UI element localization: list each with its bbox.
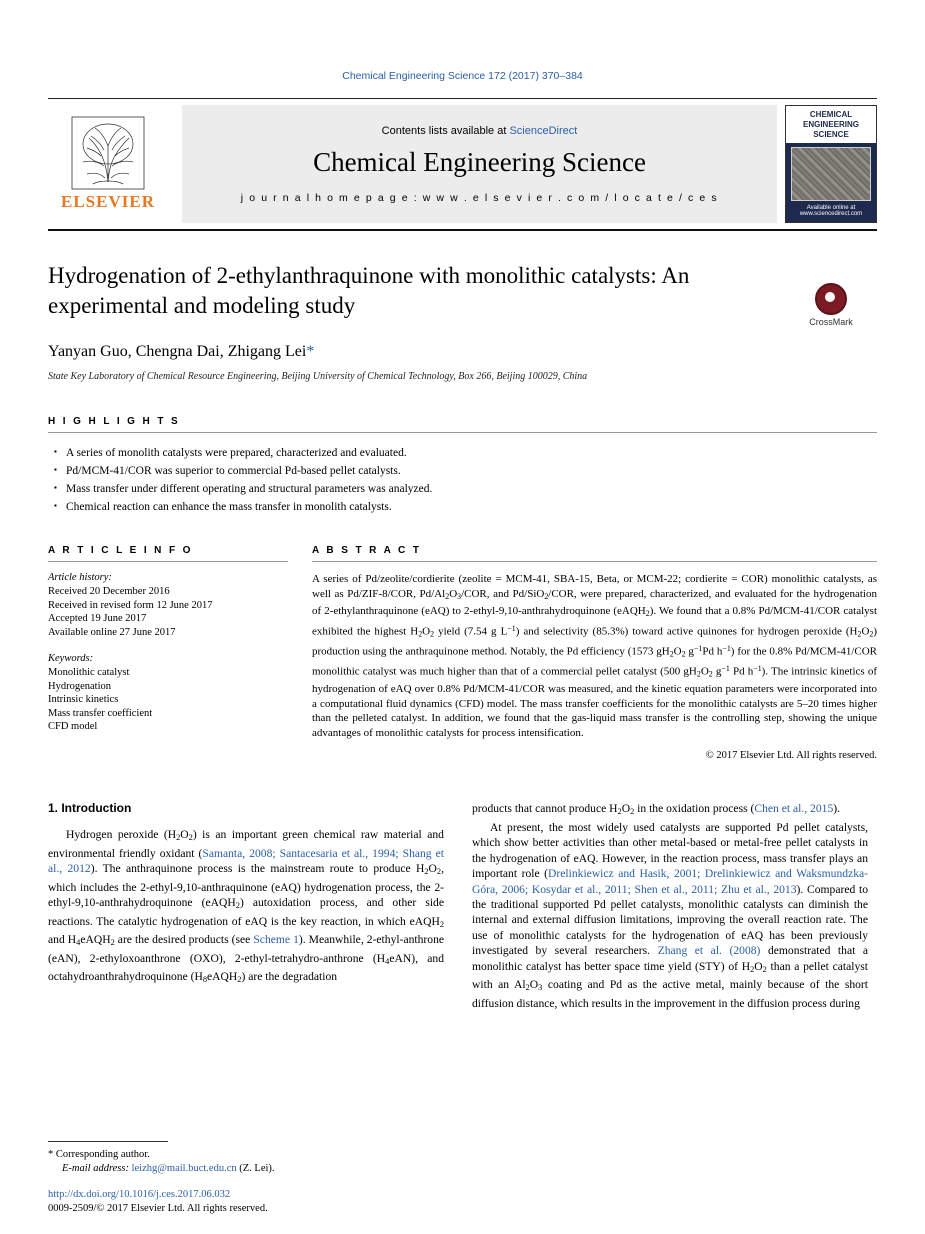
crossmark-badge[interactable]	[785, 283, 877, 327]
list-item: ▪ Mass transfer under different operating and structural parameters was analyzed.	[54, 481, 877, 497]
body-column-right	[472, 801, 868, 1011]
cover-image	[791, 147, 871, 201]
abstract-text: A series of Pd/zeolite/cordierite (zeolite = MCM-41, SBA-15, Beta, or MCM-22; cordierite = COR) monolithic catalysts, as well as Pd/ZIF-8/COR, $Pd/Al_2O_3$/COR, and Pd/SiO$_2$/COR, were prepared, characterized, and evaluated for the hydrogenation of 2-ethylanthraquinone (eAQ) to 2-ethyl-9,10-anthrahydroquinone (eAQH$_2$). We found that a 0.8% Pd/MCM-41/COR catalyst exhibited the highest $H_2O_2$ yield (7.54 g $L^{-1}$) and selectivity (85.3%) toward active quinones for hydrogen peroxide $(H_2O_2)$ production using the anthraquinone method. Notably, the Pd efficiency (1573 $gH_2O_2$ $g^{-1}Pd$ $h^{-1}$) for the 0.8% Pd/MCM-41/COR monolithic catalyst was much higher than that of a commercial pellet catalyst (500 $gH_2O_2$ $g^{-1}$ Pd $h^{-1}$). The intrinsic kinetics of hydrogenation of eAQ over 0.8% Pd/MCM-41/COR was measured, and the kinetic equation parameters were incorporated into a computational fluid dynamics (CFD) model. The mass transfer coefficients for the monolithic catalysts are 5–20 times higher than the pelleted catalyst. In addition, we found that the gas-liquid mass transfer is the controlling step, showing the unique advantages of monolithic catalysts for process intensification.	[312, 573, 878, 739]
article-content	[0, 261, 925, 1011]
article-history-title: Article history:	[48, 572, 112, 583]
history-accepted: Accepted 19 June 2017	[48, 613, 147, 624]
author-list	[48, 343, 877, 361]
corresponding-author-marker: *	[306, 343, 315, 360]
list-item: ▪ Chemical reaction can enhance the mass transfer in monolith catalysts.	[54, 499, 877, 515]
cover-title: CHEMICAL ENGINEERING SCIENCE	[786, 106, 876, 143]
abstract-column	[312, 545, 877, 761]
history-received: Received 20 December 2016	[48, 586, 170, 597]
list-item: ▪ A series of monolith catalysts were prepared, characterized and evaluated.	[54, 445, 877, 461]
paragraph: products that cannot produce $H_2O_2$ in the oxidation process (Chen et al., 2015).	[472, 802, 841, 817]
highlights-heading: H I G H L I G H T S	[48, 416, 181, 427]
section-heading-introduction: 1. Introduction	[48, 801, 132, 816]
paragraph: At present, the most widely used catalysts are supported Pd pellet catalysts, which show better activities than other metal-based or metal-free pellet catalysts in the hydrogenation of eAQ. However, in the reaction process, mass transfer plays an important role (Drelinkiewicz and Hasik, 2001; Drelinkiewicz and Waksmundzka-Góra, 2006; Kosydar et al., 2011; Shen et al., 2011; Zhu et al., 2013). Compared to the traditional supported Pd pellet catalysts, monolithic catalysts can diminish the internal and external diffusion limitations, improving the overall reaction rate. The use of monolithic catalysts for the hydrogenation of eAQ has been previously investigated by several researchers. Zhang et al. (2008) demonstrated that a monolithic catalyst has better space time yield (STY) of $H_2O_2$ than a pellet catalyst with an $Al_2O_3$ coating and Pd as the active metal, mainly because of the short diffusion distance, which results in the improvement in the diffusion process during	[472, 820, 869, 1010]
doi-link[interactable]: http://dx.doi.org/10.1016/j.ces.2017.06.032	[48, 1189, 231, 1200]
journal-masthead	[48, 98, 877, 231]
sciencedirect-link[interactable]: ScienceDirect	[509, 124, 578, 137]
issn-copyright: 0009-2509/© 2017 Elsevier Ltd. All rights reserved.	[48, 1203, 268, 1214]
body-columns	[48, 801, 877, 1011]
keyword-item: Monolithic catalyst	[48, 667, 130, 678]
elsevier-tree-icon	[71, 116, 145, 190]
article-info-column	[48, 545, 312, 761]
paragraph: Hydrogen peroxide $(H_2O_2)$ is an important green chemical raw material and environmental friendly oxidant (Samanta, 2008; Santacesaria et al., 1994; Shang et al., 2012). The anthraquinone process is the mainstream route to produce $H_2O_2$, which includes the 2-ethyl-9,10-anthraquinone (eAQ) hydrogenation process, the 2-ethyl-9,10-anthrahydroquinone (eAQH$_2$) autoxidation process, and other side reactions. The catalytic hydrogenation of eAQ is the key reaction, in which eAQH$_2$ and $H_4eAQH_2$ are the desired products (see Scheme 1). Meanwhile, 2-ethyl-anthrone (eAN), 2-ethyloxoanthrone (OXO), 2-ethyl-tetrahydro-anthrone $(H_4eAN)$, and octahydroanthrahydroquinone $(H_8eAQH_2)$ are the degradation	[48, 828, 445, 985]
abstract-divider	[312, 561, 877, 562]
email-label: E-mail address:	[62, 1163, 129, 1174]
corresponding-text: Corresponding author.	[55, 1149, 150, 1160]
contents-available-line	[382, 125, 578, 137]
footnote-marker: *	[48, 1149, 54, 1160]
keyword-item: Hydrogenation	[48, 680, 111, 692]
doi-block	[48, 1188, 268, 1216]
list-item: ▪ Pd/MCM-41/COR was superior to commercial Pd-based pellet catalysts.	[54, 463, 877, 479]
author-names: Yanyan Guo, Chengna Dai, Zhigang Lei	[48, 343, 307, 360]
corresponding-line	[48, 1148, 444, 1162]
history-revised: Received in revised form 12 June 2017	[48, 599, 213, 611]
page-title: Hydrogenation of 2-ethylanthraquinone with monolithic catalysts: An experimental and modeling study	[48, 263, 690, 318]
article-info-heading: A R T I C L E I N F O	[48, 545, 193, 556]
highlights-list	[54, 445, 877, 515]
footnote-divider	[48, 1141, 168, 1142]
keywords-title: Keywords:	[48, 653, 94, 664]
info-abstract-columns	[48, 545, 877, 761]
email-line	[48, 1162, 444, 1176]
keyword-item: CFD model	[48, 721, 98, 732]
abstract-copyright: © 2017 Elsevier Ltd. All rights reserved.	[705, 750, 877, 762]
journal-homepage[interactable]: j o u r n a l h o m e p a g e : w w w . e l s e v i e r . c o m / l o c a t e / c e s	[240, 191, 719, 204]
keyword-item: Mass transfer coefficient	[48, 707, 153, 719]
history-online: Available online 27 June 2017	[48, 626, 176, 638]
journal-header-band	[182, 105, 777, 223]
journal-cover-thumbnail	[785, 105, 877, 223]
cover-footer: Available online at www.sciencedirect.com	[799, 205, 863, 217]
body-column-left	[48, 801, 444, 1011]
crossmark-label: CrossMark	[809, 317, 853, 327]
email-link[interactable]: leizhg@mail.buct.edu.cn	[131, 1163, 237, 1174]
crossmark-icon	[815, 283, 847, 315]
journal-title: Chemical Engineering Science	[313, 146, 646, 177]
article-info-divider	[48, 561, 288, 562]
corresponding-author-footnote	[48, 1141, 444, 1176]
keyword-item: Intrinsic kinetics	[48, 694, 119, 705]
affiliation: State Key Laboratory of Chemical Resource Engineering, Beijing University of Chemical Technology, Box 266, Beijing 100029, China	[48, 371, 588, 382]
abstract-heading: A B S T R A C T	[312, 545, 422, 556]
email-owner: (Z. Lei).	[239, 1163, 275, 1174]
elsevier-logo	[48, 105, 174, 223]
journal-reference: Chemical Engineering Science 172 (2017) 370–384	[342, 70, 583, 82]
highlights-divider	[48, 432, 877, 433]
elsevier-wordmark: ELSEVIER	[61, 192, 155, 211]
contents-prefix: Contents lists available at	[381, 124, 507, 137]
